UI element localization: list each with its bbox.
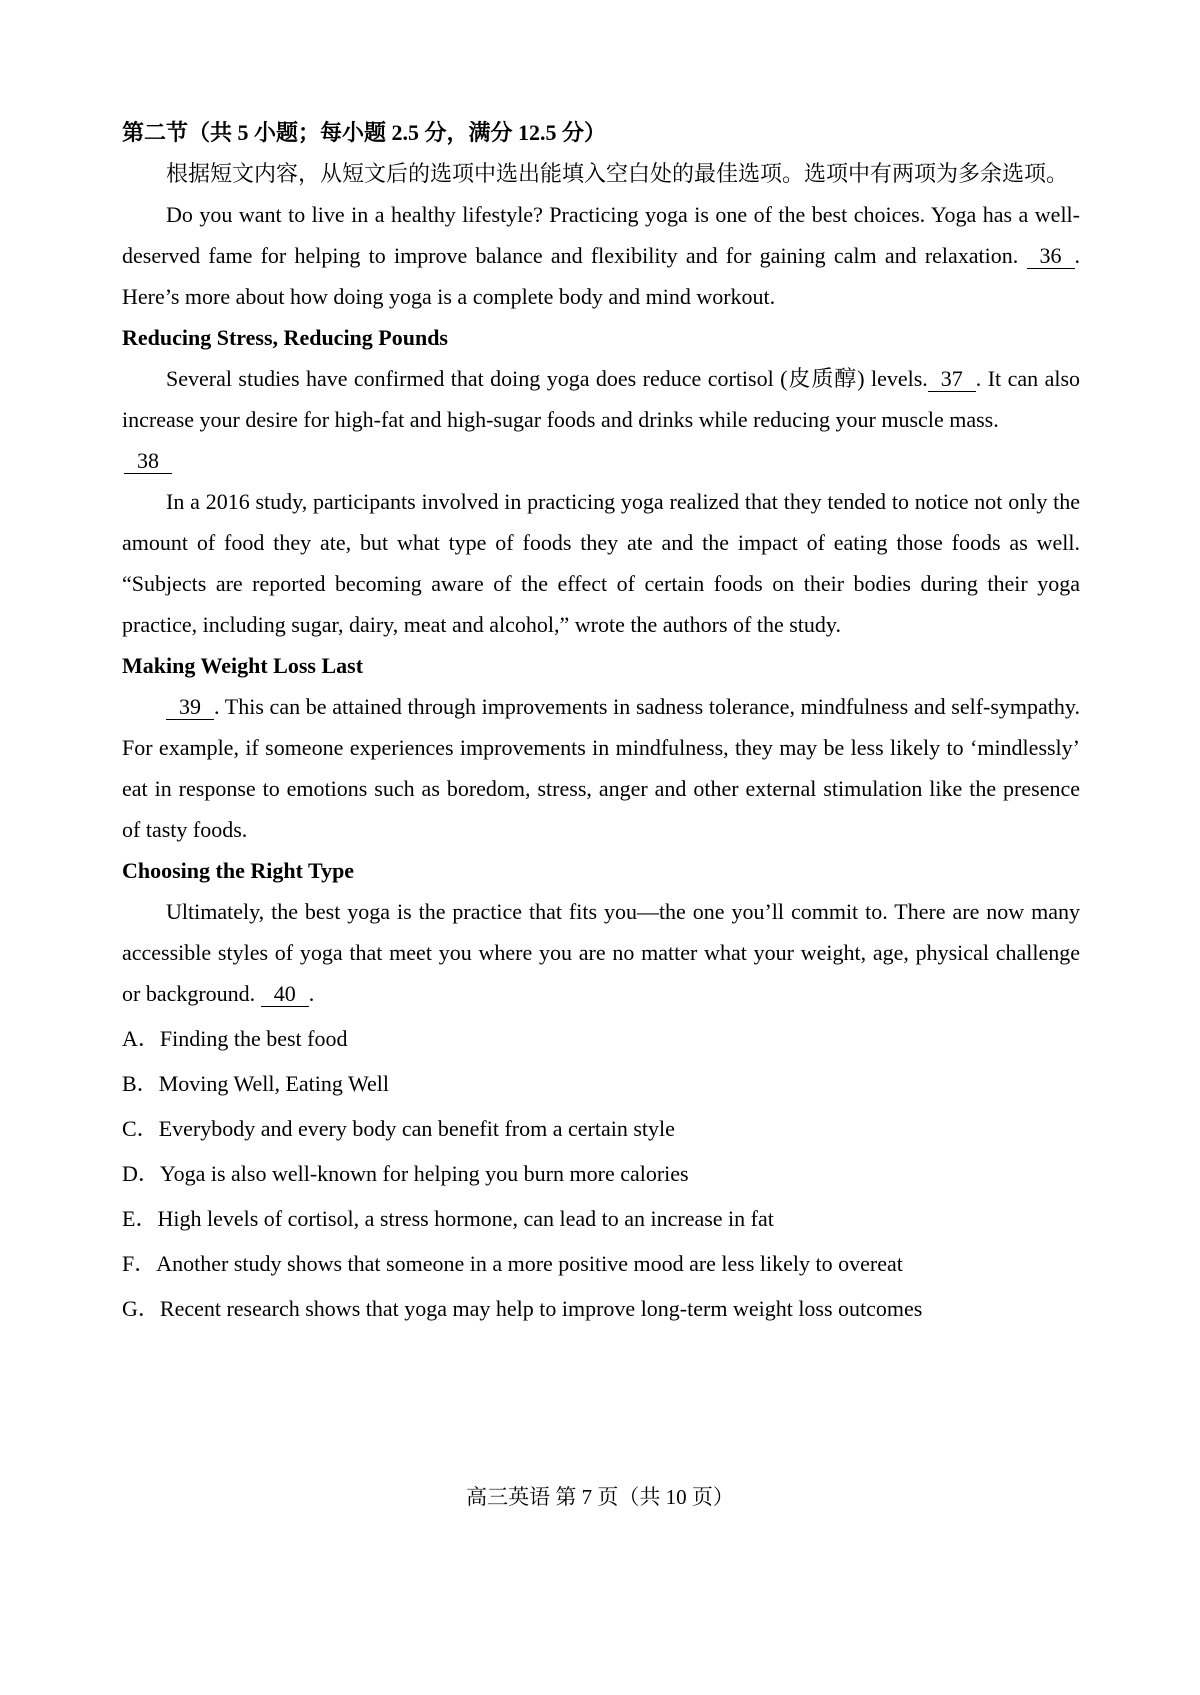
option-label: B． [122, 1071, 159, 1096]
option-text: Yoga is also well-known for helping you burn more calories [159, 1161, 689, 1186]
blank-39: 39 [166, 695, 214, 720]
paragraph-text: Ultimately, the best yoga is the practice that fits you—the one you’ll commit to. There are now many accessible styles of yoga that meet you where you are no matter what your weight, age, physical challenge or background. [122, 899, 1080, 1006]
option-label: C． [122, 1116, 159, 1141]
passage-paragraph-2 [122, 358, 1080, 440]
heading-reducing-stress: Reducing Stress, Reducing Pounds [122, 325, 448, 350]
paragraph-text: Several studies have confirmed that doing yoga does reduce cortisol (皮质醇) levels. [166, 366, 928, 391]
option-text: Another study shows that someone in a more positive mood are less likely to overeat [156, 1251, 903, 1276]
passage-paragraph-5 [122, 891, 1080, 1014]
blank-36: 36 [1027, 244, 1075, 269]
paragraph-text: . Here’s more about how doing yoga is a complete body and mind workout. [122, 243, 1080, 309]
passage-paragraph-1 [122, 194, 1080, 317]
option-label: A． [122, 1026, 160, 1051]
passage-paragraph-4 [122, 686, 1080, 850]
blank-38: 38 [124, 449, 172, 474]
option-B [122, 1061, 1080, 1106]
paragraph-text: . This can be attained through improvements in sadness tolerance, mindfulness and self-sympathy. For example, if someone experiences improvements in mindfulness, they may be less likely to ‘mindlessly’ eat in response to emotions such as boredom, stress, anger and other external stimulation like the presence of tasty foods. [122, 694, 1080, 842]
paragraph-text: . [308, 981, 315, 1006]
section-title: 第二节（共 5 小题；每小题 2.5 分，满分 12.5 分） [122, 120, 607, 145]
option-F [122, 1241, 1080, 1286]
option-E [122, 1196, 1080, 1241]
blank-40: 40 [261, 982, 309, 1007]
instructions: 根据短文内容，从短文后的选项中选出能填入空白处的最佳选项。选项中有两项为多余选项。 [166, 161, 1069, 186]
heading-choosing-the-right-type: Choosing the Right Type [122, 858, 355, 883]
blank-37: 37 [928, 367, 976, 392]
paragraph-text: Do you want to live in a healthy lifestyle? Practicing yoga is one of the best choices. Yoga has a well-deserved fame for helping to improve balance and flexibility and for gaining calm and relaxation. [122, 202, 1080, 268]
option-A [122, 1016, 1080, 1061]
heading-making-weight-loss-last: Making Weight Loss Last [122, 653, 364, 678]
answer-options [122, 1016, 1080, 1331]
option-D [122, 1151, 1080, 1196]
option-label: G． [122, 1296, 160, 1321]
option-text: Recent research shows that yoga may help to improve long-term weight loss outcomes [159, 1296, 923, 1321]
option-text: Moving Well, Eating Well [158, 1071, 389, 1096]
option-text: High levels of cortisol, a stress hormone, can lead to an increase in fat [157, 1206, 774, 1231]
option-text: Finding the best food [159, 1026, 348, 1051]
paragraph-text: . It can also increase your desire for high-fat and high-sugar foods and drinks while reducing your muscle mass. [122, 366, 1081, 432]
option-C [122, 1106, 1080, 1151]
option-label: E． [122, 1206, 158, 1231]
standalone-blank-line [122, 440, 1080, 481]
option-text: Everybody and every body can benefit from a certain style [158, 1116, 675, 1141]
option-label: F． [122, 1251, 157, 1276]
option-label: D． [122, 1161, 160, 1186]
page-footer: 高三英语 第 7 页（共 10 页） [466, 1485, 734, 1509]
option-G [122, 1286, 1080, 1331]
passage-paragraph-3: In a 2016 study, participants involved in practicing yoga realized that they tended to notice not only the amount of food they ate, but what type of foods they ate and the impact of eating those foods as well. “Subjects are reported becoming aware of the effect of certain foods on their bodies during their yoga practice, including sugar, dairy, meat and alcohol,” wrote the authors of the study. [122, 489, 1080, 637]
